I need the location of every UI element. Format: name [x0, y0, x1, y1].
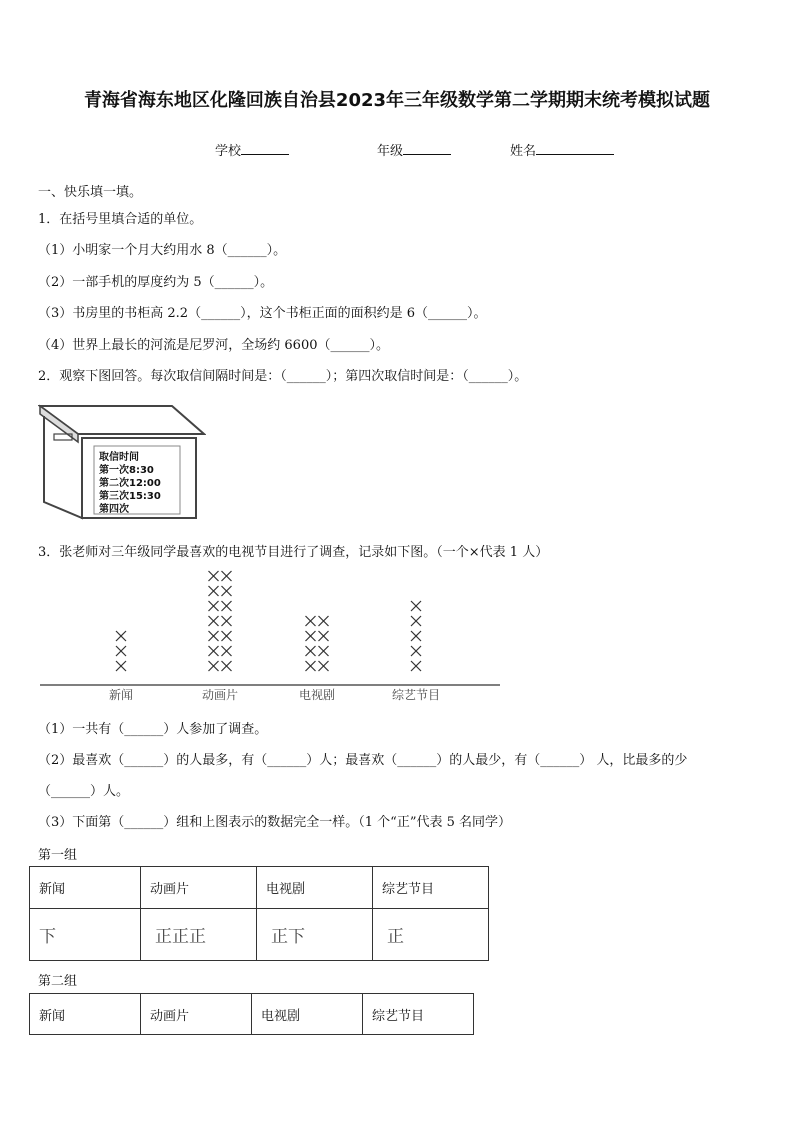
tally-x-mark [411, 616, 421, 626]
tally-x-mark [222, 616, 232, 626]
tally-x-mark [411, 601, 421, 611]
question-1-item-2: （2）一部手机的厚度约为 5（______）。 [38, 275, 274, 290]
schedule-line: 第四次 [99, 504, 129, 515]
question-1-item-3: （3）书房里的书柜高 2.2（______），这个书柜正面的面积约是 6（______）。 [38, 306, 487, 321]
school-field[interactable] [215, 140, 289, 159]
question-1-item-1: （1）小明家一个月大约用水 8（______）。 [38, 243, 287, 258]
tally-x-mark [222, 631, 232, 641]
tally-x-mark [306, 661, 316, 671]
tally-x-mark [209, 661, 219, 671]
tally-cell: 正 [373, 909, 489, 961]
tally-cell: 正正正 [141, 909, 257, 961]
tally-x-mark [209, 571, 219, 581]
group-2-table [29, 993, 474, 1035]
category-label: 新闻 [108, 688, 134, 702]
tally-x-mark [209, 616, 219, 626]
question-2-stem: 2．观察下图回答。每次取信间隔时间是：（______）；第四次取信时间是：（______）。 [38, 369, 528, 384]
mailbox-illustration [38, 402, 206, 520]
schedule-heading: 取信时间 [99, 452, 139, 463]
tally-x-mark [116, 661, 126, 671]
table-header: 动画片 [141, 867, 257, 909]
mailbox-schedule [99, 451, 161, 516]
tally-x-mark [209, 586, 219, 596]
table-header: 新闻 [30, 994, 141, 1035]
tally-cell: 正下 [257, 909, 373, 961]
table-header: 综艺节目 [373, 867, 489, 909]
tally-x-mark [116, 631, 126, 641]
name-label: 姓名 [510, 144, 537, 159]
table-header: 新闻 [30, 867, 141, 909]
tally-x-mark [222, 661, 232, 671]
school-label: 学校 [215, 144, 242, 159]
tally-x-mark [222, 646, 232, 656]
tally-x-mark [222, 586, 232, 596]
table-header: 综艺节目 [363, 994, 474, 1035]
tv-survey-chart [38, 568, 508, 708]
tally-x-mark [306, 631, 316, 641]
question-3-sub-1: （1）一共有（______）人参加了调查。 [38, 722, 268, 737]
tally-x-mark [319, 646, 329, 656]
tally-x-mark [209, 646, 219, 656]
question-1-stem: 1．在括号里填合适的单位。 [38, 212, 203, 227]
schedule-line: 第二次12:00 [99, 478, 161, 489]
tally-x-mark [209, 601, 219, 611]
category-label: 动画片 [201, 688, 239, 702]
section-heading: 一、快乐填一填。 [38, 185, 143, 200]
table-header: 动画片 [141, 994, 252, 1035]
table-header: 电视剧 [257, 867, 373, 909]
table-header: 电视剧 [252, 994, 363, 1035]
category-label: 电视剧 [298, 688, 336, 702]
tally-chart-svg [38, 568, 508, 708]
category-label: 综艺节目 [391, 688, 441, 702]
tally-cell: 下 [30, 909, 141, 961]
question-3-sub-2-cont: （______）人。 [38, 784, 130, 799]
tally-x-mark [319, 631, 329, 641]
tally-x-mark [306, 616, 316, 626]
question-1-item-4: （4）世界上最长的河流是尼罗河，全场约 6600（______）。 [38, 338, 389, 353]
tally-x-mark [222, 571, 232, 581]
schedule-line: 第一次8:30 [99, 465, 154, 476]
question-3-sub-2: （2）最喜欢（______）的人最多，有（______）人；最喜欢（______）的人最少，有（______） 人，比最多的少 [38, 753, 688, 768]
schedule-line: 第三次15:30 [99, 491, 161, 502]
name-field[interactable] [510, 140, 614, 159]
tally-x-mark [411, 631, 421, 641]
student-info-row [0, 140, 794, 160]
grade-field[interactable] [377, 140, 451, 159]
tally-x-mark [319, 616, 329, 626]
page-title: 青海省海东地区化隆回族自治县2023年三年级数学第二学期期末统考模拟试题 [83, 90, 711, 111]
tally-x-mark [319, 661, 329, 671]
tally-x-mark [209, 631, 219, 641]
tally-x-mark [411, 646, 421, 656]
tally-x-mark [116, 646, 126, 656]
question-3-sub-3: （3）下面第（______）组和上图表示的数据完全一样。（1 个“正”代表 5 名同学） [38, 815, 512, 830]
question-3-stem: 3．张老师对三年级同学最喜欢的电视节目进行了调查，记录如下图。（一个×代表 1 人） [38, 545, 549, 560]
tally-x-mark [411, 661, 421, 671]
group-1-table [29, 866, 489, 961]
tally-x-mark [306, 646, 316, 656]
grade-label: 年级 [377, 144, 404, 159]
group-2-label: 第二组 [38, 974, 78, 989]
tally-x-mark [222, 601, 232, 611]
group-1-label: 第一组 [38, 848, 78, 863]
